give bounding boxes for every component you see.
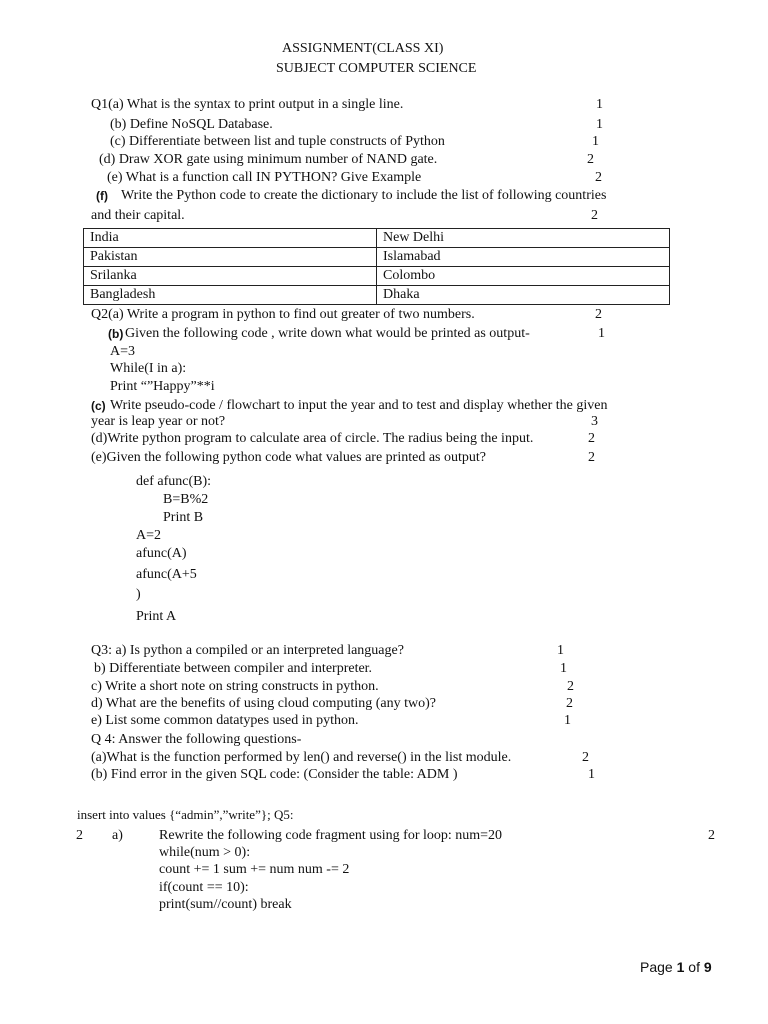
q5a-text: Rewrite the following code fragment using for loop: num=20: [159, 828, 503, 843]
current-page-number: 1: [676, 959, 685, 975]
code-line: def afunc(B):: [136, 474, 212, 489]
q1d-marks: 2: [587, 152, 594, 167]
q1c-text: (c) Differentiate between list and tuple constructs of Python: [110, 134, 445, 149]
q1a-text: Q1(a) What is the syntax to print output in a single line.: [91, 97, 404, 112]
q3d-marks: 2: [566, 696, 573, 711]
q1b-text: (b) Define NoSQL Database.: [110, 117, 273, 132]
capital-cell: New Delhi: [377, 229, 670, 248]
table-row: [84, 248, 670, 267]
table-row: [84, 267, 670, 286]
sql-code-line: insert into values {“admin”,”write”}; Q5:: [77, 807, 294, 822]
q5-code-line: if(count == 10):: [159, 880, 249, 895]
q2c-text-line2: year is leap year or not?: [91, 414, 226, 429]
q5a-label: a): [112, 828, 123, 843]
capital-cell: Colombo: [377, 267, 670, 286]
q2d-text: (d)Write python program to calculate area of circle. The radius being the input.: [91, 431, 534, 446]
q5-code-line: print(sum//count) break: [159, 897, 292, 912]
q1f-marks: 2: [591, 208, 598, 223]
q2c-marks: 3: [591, 414, 598, 429]
country-cell: India: [84, 229, 377, 248]
q3a-marks: 1: [557, 643, 564, 658]
q2b-label: (b): [108, 327, 124, 341]
q2b-code-line: Print “”Happy”**i: [110, 379, 215, 394]
document-title: ASSIGNMENT(CLASS XI): [282, 41, 444, 56]
country-cell: Srilanka: [84, 267, 377, 286]
q1f-text-line1: Write the Python code to create the dictionary to include the list of following countries: [121, 188, 607, 203]
q3a-text: Q3: a) Is python a compiled or an interpreted language?: [91, 643, 404, 658]
code-line: ): [136, 587, 141, 602]
q4a-marks: 2: [582, 750, 589, 765]
q2b-code-line: While(I in a):: [110, 361, 187, 376]
capital-cell: Dhaka: [377, 286, 670, 305]
q2b-code-line: A=3: [110, 344, 136, 359]
code-line: afunc(A): [136, 546, 187, 561]
q2e-text: (e)Given the following python code what values are printed as output?: [91, 450, 486, 465]
country-cell: Pakistan: [84, 248, 377, 267]
code-line: A=2: [136, 528, 162, 543]
q5-code-line: while(num > 0):: [159, 845, 251, 860]
q3c-text: c) Write a short note on string constructs in python.: [91, 679, 379, 694]
of-word: of: [688, 959, 700, 975]
q2d-marks: 2: [588, 431, 595, 446]
q2c-label: (c): [91, 399, 106, 413]
q1a-marks: 1: [596, 97, 603, 112]
capital-cell: Islamabad: [377, 248, 670, 267]
country-cell: Bangladesh: [84, 286, 377, 305]
q2c-text-line1: Write pseudo-code / flowchart to input the year and to test and display whether the given: [110, 398, 608, 413]
q5a-marks: 2: [708, 828, 715, 843]
q3b-text: b) Differentiate between compiler and interpreter.: [94, 661, 373, 676]
q1b-marks: 1: [596, 117, 603, 132]
code-line: Print B: [163, 510, 204, 525]
q4b-text: (b) Find error in the given SQL code: (Consider the table: ADM ): [91, 767, 458, 782]
q1c-marks: 1: [592, 134, 599, 149]
table-row: [84, 229, 670, 248]
q1d-text: (d) Draw XOR gate using minimum number of NAND gate.: [99, 152, 438, 167]
country-capital-table: [83, 228, 670, 305]
q1e-marks: 2: [595, 170, 602, 185]
q4-heading: Q 4: Answer the following questions-: [91, 732, 302, 747]
q3e-marks: 1: [564, 713, 571, 728]
q2a-marks: 2: [595, 307, 602, 322]
q5-number: 2: [76, 828, 83, 843]
q3b-marks: 1: [560, 661, 567, 676]
page-indicator: [640, 960, 712, 974]
q2e-marks: 2: [588, 450, 595, 465]
q1e-text: (e) What is a function call IN PYTHON? Give Example: [107, 170, 422, 185]
q4b-marks: 1: [588, 767, 595, 782]
q2a-text: Q2(a) Write a program in python to find out greater of two numbers.: [91, 307, 475, 322]
q3d-text: d) What are the benefits of using cloud computing (any two)?: [91, 696, 436, 711]
q1f-text-line2: and their capital.: [91, 208, 185, 223]
code-line: B=B%2: [163, 492, 209, 507]
q3c-marks: 2: [567, 679, 574, 694]
code-line: Print A: [136, 609, 177, 624]
table-row: [84, 286, 670, 305]
q3e-text: e) List some common datatypes used in python.: [91, 713, 359, 728]
total-pages: 9: [703, 959, 712, 975]
q4a-text: (a)What is the function performed by len() and reverse() in the list module.: [91, 750, 512, 765]
page-word: Page: [640, 959, 673, 975]
code-line: afunc(A+5: [136, 567, 197, 582]
q2b-text: Given the following code , write down what would be printed as output-: [125, 326, 530, 341]
q1f-label: (f): [96, 189, 108, 203]
q2b-marks: 1: [598, 326, 605, 341]
q5-code-line: count += 1 sum += num num -= 2: [159, 862, 350, 877]
document-subject: SUBJECT COMPUTER SCIENCE: [276, 61, 477, 76]
